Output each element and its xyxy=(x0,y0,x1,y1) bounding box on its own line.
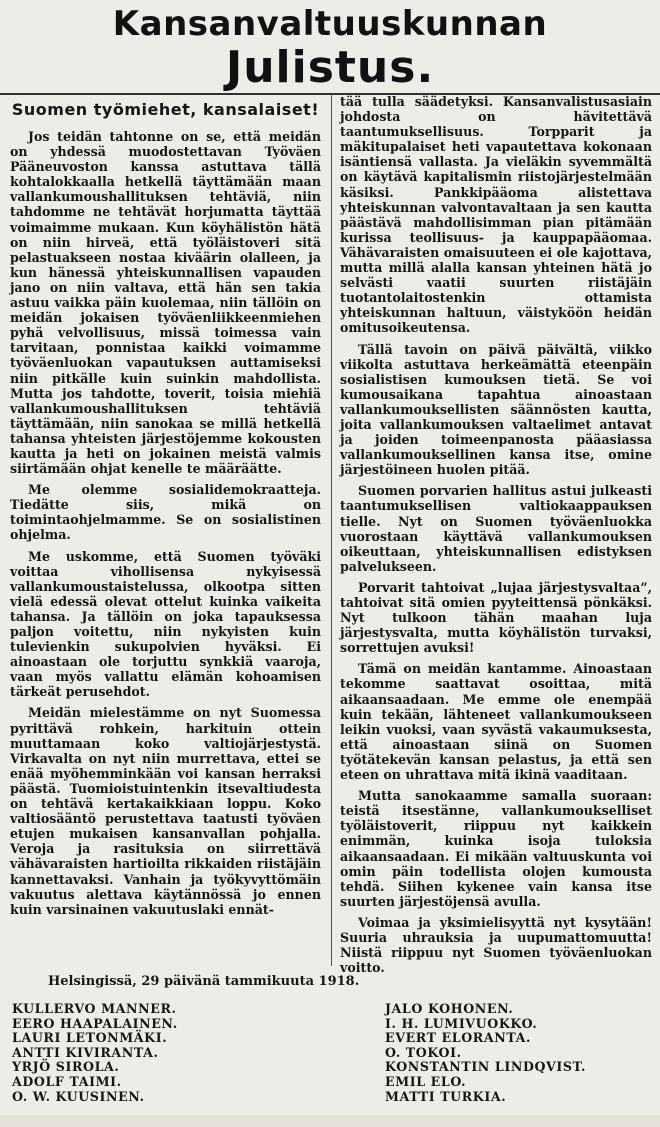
left-paragraph-4: Meidän mielestämme on nyt Suomessa pyrittävä rohkein, harkituin ottein muuttamaan koko valtiojärjestystä. Virkavalta on nyt niin murrettava, ettei se enää myöhemminkään voi kansan herraksi päästä. Tuomioistuintenkin itsevaltiudesta on tehtävä kertakaikkiaan loppu. Koko valtiosääntö perustettava taatusti työväen etujen mukaisen kansanvallan pohjalla. Veroja ja rasituksia on siirrettävä vähävaraisten hartioilta rikkaiden riistäjäin kannettavaksi. Vanhain ja työkyvyttömäin vakuutus alettava käytännössä jo ennen kuin varsinainen vakuutuslaki ennät- xyxy=(10,705,321,917)
signature: O. W. KUUSINEN. xyxy=(12,1088,145,1104)
headline-line-1: Kansanvaltuuskunnan xyxy=(112,4,548,44)
right-paragraph-1: tää tulla säädetyksi. Kansanvalistusasiain johdosta on hävitettävä taantumuksellisuus. Torpparit ja mäkitupalaiset heti vapautettava kokonaan isäntiensä vallasta. Ja vieläkin syvemmältä on käytävä kapitalismin riistojärjestelmään käsiksi. Pankkipääoma alistettava yhteiskunnan valvontavaltaan ja sen kautta päästävä mahdollisimman pian pitämään kurissa teollisuus- ja kauppapääomaa. Vähävaraisten omaisuuteen ei ole kajottava, mutta millä alalla kansan yhteinen hätä jo selvästi vaatii suurten riistäjäin tuotantolaitostenkin ottamista yhteiskunnan haltuun, väistyköön heidän omitusoikeutensa. xyxy=(340,94,652,336)
signature: EERO HAAPALAINEN. xyxy=(12,1015,178,1031)
signature: MATTI TURKIA. xyxy=(385,1088,507,1104)
signature: O. TOKOI. xyxy=(385,1044,462,1060)
headline-line-2: Julistus. xyxy=(225,42,435,93)
signature: ANTTI KIVIRANTA. xyxy=(12,1044,159,1060)
signature: EVERT ELORANTA. xyxy=(385,1030,531,1046)
right-paragraph-7: Voimaa ja yksimielisyyttä nyt kysytään! Suuria uhrauksia ja uupumattomuutta! Niistä riippuu nyt Suomen työväenluokan voitto. xyxy=(340,914,652,976)
right-paragraph-2: Tällä tavoin on päivä päivältä, viikko viikolta astuttava herkeämättä eteenpäin sosialistisen kumouksen tietä. Se voi kumousaikana tapahtua ainoastaan vallankumouksellisten säännösten kautta, joita vallankumouksen valtaelimet antavat ja joiden toimeenpanosta pääasiassa vallankumouksellinen kansa itse, omine järjestöineen huolen pitää. xyxy=(340,341,652,478)
column-divider xyxy=(331,94,332,966)
left-paragraph-1: Jos teidän tahtonne on se, että meidän on yhdessä muodostettavan Työväen Pääneuvoston kanssa astuttava tällä kohtalokkaalla hetkellä täyttämään maan vallankumoushallituksen tehtäviä, niin tahdomme ne tehtävät horjumatta täyttää voimaimme mukaan. Kun köyhälistön hätä on niin hirveä, että työläistoveri sitä pelastuakseen nostaa kiväärin olalleen, ja kun hänessä yhteiskunnallisen vapauden jano on niin valtava, että hän sen takia astuu vaikka päin kuolemaa, niin tällöin on meidän jokaisen työväenliikkeenmiehen pyhä velvollisuus, missä toimessa vain tarvitaan, ponnistaa kaikki voimamme työväenluokan vapautuksen auttamiseksi niin pitkälle kuin suinkin mahdollista. Mutta jos tahdotte, toverit, toisia miehiä vallankumoushallituksen tehtäviä täyttämään, niin sanokaa se millä hetkellä tahansa yhteisten järjestöjemme kokousten kautta ja heti on jokainen meistä valmis siirtämään ohjat kenelle te määräätte. xyxy=(10,129,321,477)
right-column xyxy=(340,94,652,981)
page-bottom-edge xyxy=(0,1115,660,1127)
signature: EMIL ELO. xyxy=(385,1073,467,1089)
signature: LAURI LETONMÄKI. xyxy=(12,1030,168,1046)
signature: KULLERVO MANNER. xyxy=(12,1001,177,1016)
right-paragraph-5: Tämä on meidän kantamme. Ainoastaan tekomme saattavat osoittaa, mitä aikaansaadaan. Me emme ole enempää kuin tekään, lähteneet vallankumoukseen leikin vuoksi, vaan syvästä vakaumuksesta, että ainoastaan siinä on Suomen työtätekevän kansan pelastus, ja että sen eteen on uhrattava mitä ikinä vaaditaan. xyxy=(340,661,652,783)
left-paragraph-3: Me uskomme, että Suomen työväki voittaa vihollisensa nykyisessä vallankumoustaistelussa, olkootpa sitten vielä edessä olevat ottelut kuinka vaikeita tahansa. Ja tällöin on joka tapauksessa paljon voitettu, niin nykyisten kuin tulevienkin sukupolvien hyväksi. Ei ainoastaan ole torjuttu synkkiä vaaroja, vaan myös vallattu elämän kohoamisen tärkeät perusehdot. xyxy=(10,548,321,700)
right-paragraph-4: Porvarit tahtoivat „lujaa järjestysvaltaa”, tahtoivat sitä omien pyyteittensä pönkäksi. Nyt tulkoon tähän maahan luja järjestysvalta, mutta köyhälistön turvaksi, sorrettujen avuksi! xyxy=(340,579,652,656)
signature: I. H. LUMIVUOKKO. xyxy=(385,1015,538,1031)
subheading: Suomen työmiehet, kansalaiset! xyxy=(11,100,320,119)
signatures-right xyxy=(385,1002,586,1104)
signatures-left xyxy=(12,1002,178,1104)
signature: KONSTANTIN LINDQVIST. xyxy=(385,1059,586,1075)
left-paragraph-2: Me olemme sosialidemokraatteja. Tiedätte siis, mikä on toimintaohjelmamme. Se on sosialistinen ohjelma. xyxy=(10,482,321,543)
signature: YRJÖ SIROLA. xyxy=(12,1059,120,1075)
right-paragraph-3: Suomen porvarien hallitus astui julkeasti taantumuksellisen valtiokaappauksen tielle. Nyt on Suomen työväenluokka vuorostaan käyttävä vallankumouksen oikeuttaan, yhteiskunnallisen edistyksen palvelukseen. xyxy=(340,483,652,574)
signature: ADOLF TAIMI. xyxy=(12,1073,122,1089)
signature: JALO KOHONEN. xyxy=(385,1001,514,1016)
left-column xyxy=(10,100,321,923)
dateline: Helsingissä, 29 päivänä tammikuuta 1918. xyxy=(48,974,360,989)
right-paragraph-6: Mutta sanokaamme samalla suoraan: teistä itsestänne, vallankumoukselliset työläistoverit, riippuu nyt kaikkein enimmän, kuinka isoja tuloksia aikaansaadaan. Ei mikään valtuuskunta voi omin päin todellista olojen kumousta tehdä. Siihen kykenee vain kansa itse suurten järjestöjensä avulla. xyxy=(340,788,652,909)
